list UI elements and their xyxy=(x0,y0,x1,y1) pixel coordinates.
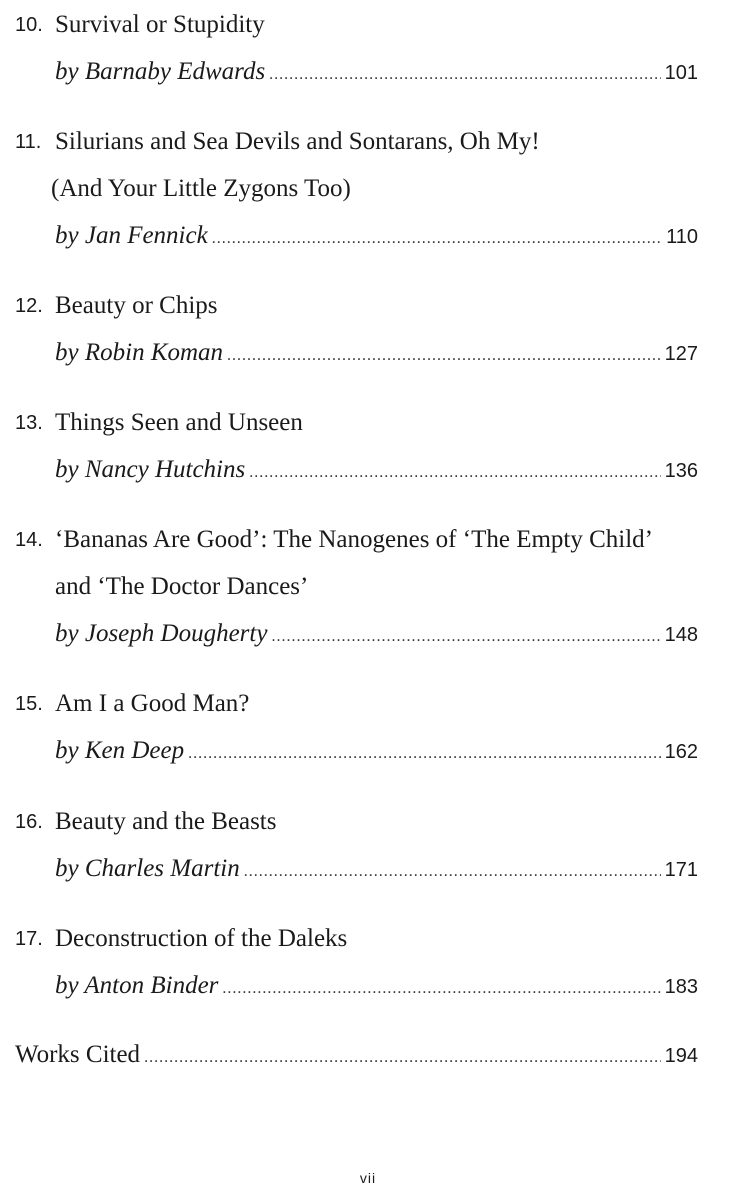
entry-author-line xyxy=(55,219,698,253)
entry-number: 13. xyxy=(15,412,43,434)
entry-number: 17. xyxy=(15,928,43,950)
entry-page: 136 xyxy=(664,460,698,482)
entry-title-continued: and ‘The Doctor Dances’ xyxy=(55,573,309,600)
entry-page: 110 xyxy=(666,226,698,248)
toc-entry-works-cited xyxy=(15,1038,698,1072)
entry-author: by Joseph Dougherty xyxy=(55,620,268,647)
entry-title-continued: (And Your Little Zygons Too) xyxy=(51,175,351,202)
dot-leader xyxy=(212,222,662,256)
entry-author-line xyxy=(55,969,698,1003)
entry-number: 11. xyxy=(15,131,42,153)
entry-title: Beauty and the Beasts xyxy=(55,808,277,835)
entry-author: by Jan Fennick xyxy=(55,222,208,249)
entry-page: 171 xyxy=(664,859,698,881)
dot-leader xyxy=(244,855,661,889)
entry-title: Beauty or Chips xyxy=(55,292,218,319)
entry-title: ‘Bananas Are Good’: The Nanogenes of ‘The Empty Child’ xyxy=(55,526,653,553)
entry-author-line xyxy=(55,617,698,651)
entry-number: 14. xyxy=(15,529,43,551)
entry-number: 12. xyxy=(15,295,43,317)
dot-leader xyxy=(271,620,660,654)
entry-author: by Ken Deep xyxy=(55,737,185,764)
entry-number: 16. xyxy=(15,811,43,833)
entry-author: by Barnaby Edwards xyxy=(55,58,266,85)
entry-number: 15. xyxy=(15,693,43,715)
dot-leader xyxy=(222,972,660,1006)
dot-leader xyxy=(227,339,661,373)
entry-author: by Nancy Hutchins xyxy=(55,456,246,483)
page-number-footer: vii xyxy=(359,1170,377,1186)
entry-author-line xyxy=(55,55,698,89)
entry-title: Things Seen and Unseen xyxy=(55,409,303,436)
dot-leader xyxy=(249,456,660,490)
entry-author: by Robin Koman xyxy=(55,339,224,366)
entry-page: 162 xyxy=(664,741,698,763)
entry-title: Survival or Stupidity xyxy=(55,11,265,38)
entry-author-line xyxy=(55,734,698,768)
entry-page: 148 xyxy=(664,624,698,646)
entry-title: Deconstruction of the Daleks xyxy=(55,925,348,952)
entry-title: Am I a Good Man? xyxy=(55,690,250,717)
entry-author: by Anton Binder xyxy=(55,972,219,999)
entry-author-line xyxy=(55,453,698,487)
entry-page: 183 xyxy=(664,976,698,998)
entry-page: 127 xyxy=(664,343,698,365)
dot-leader xyxy=(188,737,661,771)
dot-leader xyxy=(144,1041,661,1075)
works-cited-label: Works Cited xyxy=(15,1041,141,1068)
entry-title: Silurians and Sea Devils and Sontarans, Oh My! xyxy=(55,128,540,155)
entry-page: 101 xyxy=(664,62,698,84)
dot-leader xyxy=(269,58,660,92)
entry-author-line xyxy=(55,336,698,370)
entry-number: 10. xyxy=(15,14,43,36)
entry-author: by Charles Martin xyxy=(55,855,240,882)
entry-author-line xyxy=(55,852,698,886)
works-cited-page: 194 xyxy=(664,1045,698,1067)
